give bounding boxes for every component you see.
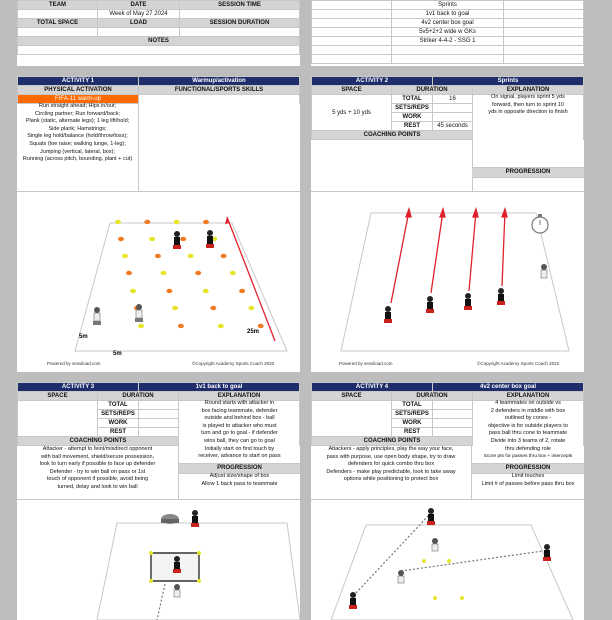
progression-header: PROGRESSION: [472, 463, 584, 474]
explanation-text: [472, 400, 584, 461]
progression-text: [179, 473, 300, 488]
activity-1-title: ACTIVITY 1: [18, 77, 139, 86]
rest-label: REST: [98, 428, 139, 437]
powered-by-text: Powered by sessiload.com: [47, 361, 101, 366]
work-value[interactable]: [433, 419, 473, 428]
total-label: TOTAL: [392, 401, 433, 410]
space-value[interactable]: [18, 401, 98, 437]
coaching-line: defenders for quick combo thru box: [347, 461, 435, 468]
list-item: Run straight ahead; Hips in/out;: [38, 103, 117, 109]
warmup-field-diagram: [17, 193, 300, 372]
coaching-line: Attackers - apply principles, play the way your face,: [328, 446, 454, 452]
cone-marker: [210, 306, 216, 310]
coaching-line: with ball movement, shield/secure possession,: [40, 453, 155, 460]
cone-set: [422, 559, 464, 600]
cone-marker: [239, 289, 245, 293]
duration-header: DURATION: [392, 392, 473, 401]
plan-item[interactable]: 4v2 center box goal: [392, 19, 504, 28]
cone-marker: [155, 254, 161, 258]
pass-line: [356, 515, 429, 593]
progression-header: PROGRESSION: [472, 167, 584, 178]
explanation-line: wins ball, they can go to goal: [204, 437, 275, 444]
activity-2-title: ACTIVITY 2: [312, 77, 433, 86]
session-time-value[interactable]: [180, 10, 300, 19]
space-header: SPACE: [312, 86, 392, 95]
cone-marker: [188, 254, 194, 258]
coaching-line: touch of opponent if possible, avoid being: [46, 476, 149, 483]
plan-item[interactable]: 5v5+2+2 wide w GKs: [392, 28, 504, 37]
player-figure: [427, 508, 435, 525]
total-value[interactable]: [139, 401, 179, 410]
coaching-points-header: COACHING POINTS: [312, 437, 473, 446]
activity-2-panel: [311, 76, 584, 372]
coaching-points-text: [17, 446, 178, 492]
sets-reps-value[interactable]: [139, 410, 179, 419]
date-value[interactable]: Week of May 27 2024: [98, 10, 180, 19]
notes-header: NOTES: [18, 37, 300, 46]
team-header: TEAM: [18, 1, 98, 10]
cone-marker: [180, 237, 186, 241]
notes-field[interactable]: [18, 46, 300, 55]
team-value[interactable]: [18, 10, 98, 19]
explanation-line: outside and behind box - ball: [204, 415, 275, 422]
sets-reps-label: SETS/REPS: [98, 410, 139, 419]
work-label: WORK: [392, 113, 433, 122]
player-figure: [93, 307, 101, 325]
cone-marker: [203, 220, 209, 224]
explanation-text: [472, 94, 584, 117]
label-5m: 5m: [113, 351, 122, 357]
cone-marker: [115, 220, 121, 224]
player-figure: [349, 592, 357, 609]
progression-text: [472, 473, 584, 488]
player-figure: [497, 288, 505, 305]
load-value[interactable]: [98, 28, 180, 37]
explanation-line: Round starts with attacker in: [204, 400, 275, 406]
explanation-header: EXPLANATION: [473, 392, 584, 401]
cone-marker: [221, 254, 227, 258]
plan-item[interactable]: Striker 4-4-2 - SSG 1: [392, 37, 504, 46]
space-value[interactable]: 5 yds + 10 yds: [312, 95, 392, 131]
progression-line: Adjust size/shape of box: [209, 473, 270, 479]
sprint-arrows: [391, 209, 507, 303]
activity-3-title: ACTIVITY 3: [18, 383, 139, 392]
fifa-warmup-highlight[interactable]: FIFA-11 warm-up: [18, 95, 139, 104]
coaching-line: Attacker - attempt to feint/misdirect opponent: [42, 446, 153, 452]
explanation-line: receiver, advance to start on pass: [198, 453, 281, 460]
explanation-line: thru defending role: [505, 445, 551, 452]
activity-4-panel: [311, 382, 584, 620]
list-item: Single leg hold/balance (hold/throw/toss);: [27, 133, 128, 140]
space-header: SPACE: [18, 392, 98, 401]
explanation-line: 4 teammates on outside vs: [495, 400, 561, 406]
cone-marker: [118, 237, 124, 241]
explanation-line: Initially start on first touch by: [204, 445, 275, 452]
player-figure: [464, 293, 472, 310]
player-figure: [384, 306, 392, 323]
explanation-line: pass ball thru cone to teammate: [488, 430, 568, 437]
physical-activation-header: PHYSICAL ACTIVATION: [18, 86, 139, 95]
rest-value[interactable]: [433, 428, 473, 437]
activity-3-panel: [17, 382, 300, 620]
label-5m: 5m: [79, 334, 88, 340]
copyright-text: ©Copyright Academy Sports Coach 2022: [477, 361, 560, 366]
list-item: Circling partner; Run forward/back;: [35, 110, 120, 117]
space-header: SPACE: [312, 392, 392, 401]
load-header: LOAD: [98, 19, 180, 28]
player-figure: [432, 538, 438, 551]
player-figure: [174, 584, 180, 597]
cone-marker: [138, 324, 144, 328]
explanation-header: EXPLANATION: [179, 392, 300, 401]
activity-1-name: Warmup/activation: [139, 77, 300, 86]
cone-marker: [203, 289, 209, 293]
cone-marker: [166, 289, 172, 293]
activity-1-panel: [17, 76, 300, 372]
activity-3-name: 1v1 back to goal: [139, 383, 300, 392]
cone-marker: [174, 220, 180, 224]
coaching-line: turned, delay and look to win ball: [57, 483, 138, 490]
total-label: TOTAL: [392, 95, 433, 104]
progression-header: PROGRESSION: [179, 463, 300, 474]
player-figure: [173, 556, 181, 573]
duration-header: DURATION: [98, 392, 179, 401]
explanation-line: turn and go to goal - if defender: [201, 430, 278, 437]
player-figure: [191, 510, 199, 527]
coaching-line: Defenders - make play predictable, look to take away: [326, 468, 456, 475]
cone-marker: [161, 271, 167, 275]
coaching-line: options while positioning to protect box: [343, 476, 439, 483]
coaching-line: Defender - try to win ball on pass or 1st: [49, 468, 146, 475]
rest-label: REST: [392, 122, 433, 131]
progression-line: Limit touches: [511, 473, 545, 479]
cone-marker: [248, 306, 254, 310]
coaching-points-text: [311, 446, 471, 484]
plan-item[interactable]: Sprints: [392, 1, 504, 10]
cone-marker: [218, 324, 224, 328]
rest-value[interactable]: 45 seconds: [433, 122, 473, 131]
player-figure: [206, 230, 214, 248]
cone-marker: [130, 289, 136, 293]
field-outline: [331, 525, 573, 620]
player-figure: [543, 544, 551, 561]
explanation-line: yds in opposite direction to finish: [488, 109, 568, 116]
rest-label: REST: [392, 428, 433, 437]
explanation-line: 2 defenders in middle with box: [490, 407, 566, 414]
mini-goal-icon: [161, 514, 179, 524]
total-space-value[interactable]: [18, 28, 98, 37]
distance-arrow: [227, 217, 275, 341]
explanation-header: EXPLANATION: [473, 86, 584, 95]
explanation-line: objective is for outside players to: [488, 422, 568, 429]
player-figure: [173, 231, 181, 249]
list-item: Plank (static, alternate legs); 1 leg lift/hold;: [25, 118, 130, 125]
explanation-line: forward, then turn to sprint 10: [492, 101, 564, 108]
1v1-field-diagram: [17, 501, 300, 620]
cone-marker: [195, 271, 201, 275]
stopwatch-icon: [532, 214, 548, 233]
score-note: Score pts for passes thru box + intercepts: [483, 454, 573, 460]
player-figure: [426, 296, 434, 313]
progression-line: Limit # of passes before pass thru box: [481, 480, 575, 487]
work-value[interactable]: [433, 113, 473, 122]
activity-4-title: ACTIVITY 4: [312, 383, 433, 392]
list-item: Running (across pitch, bounding, plant + cut): [22, 156, 133, 163]
session-time-header: SESSION TIME: [180, 1, 300, 10]
coaching-line: pass with purpose, use open body shape, try to draw: [326, 453, 456, 460]
copyright-text: ©Copyright Academy Sports Coach 2020: [192, 361, 275, 366]
functional-skills-header: FUNCTIONAL/SPORTS SKILLS: [139, 86, 300, 95]
duration-header: DURATION: [392, 86, 473, 95]
activity-4-name: 4v2 center box goal: [433, 383, 584, 392]
sets-reps-label: SETS/REPS: [392, 104, 433, 113]
rest-value[interactable]: [139, 428, 179, 437]
work-label: WORK: [392, 419, 433, 428]
explanation-line: box facing teammate, defender: [201, 407, 278, 414]
total-value[interactable]: [433, 401, 473, 410]
total-value[interactable]: 16: [433, 95, 473, 104]
player-figure: [398, 570, 404, 583]
explanation-line: is played to attacker who must: [202, 422, 277, 429]
pass-line: [157, 584, 165, 620]
progression-line: Allow 1 back pass to teammate: [201, 480, 278, 487]
4v2-field-diagram: [311, 501, 584, 620]
explanation-line: outlined by cones -: [504, 415, 552, 422]
explanation-line: Divide into 3 teams of 2, rotate: [490, 437, 566, 444]
cone-marker: [126, 271, 132, 275]
list-item: Squats (toe raise; walking lunge, 1-leg);: [29, 140, 126, 147]
explanation-text: [179, 400, 300, 461]
sets-reps-label: SETS/REPS: [392, 410, 433, 419]
activation-list: [17, 103, 138, 164]
cone-marker: [149, 237, 155, 241]
session-plan-panel: [311, 0, 584, 66]
cone-marker: [172, 306, 178, 310]
activity-2-name: Sprints: [433, 77, 584, 86]
plan-item[interactable]: 1v1 back to goal: [392, 10, 504, 19]
coaching-line: look to turn early if possible to face up defender: [39, 461, 156, 468]
total-space-header: TOTAL SPACE: [18, 19, 98, 28]
coaching-points-header: COACHING POINTS: [18, 437, 179, 446]
cone-marker: [178, 324, 184, 328]
powered-by-text: Powered by sessiload.com: [339, 361, 393, 366]
sets-reps-value[interactable]: [433, 410, 473, 419]
space-value[interactable]: [312, 401, 392, 437]
list-item: Jumping (vertical, lateral, box);: [40, 148, 115, 155]
sets-reps-value[interactable]: [433, 104, 473, 113]
work-value[interactable]: [139, 419, 179, 428]
work-label: WORK: [98, 419, 139, 428]
player-figure: [135, 304, 143, 322]
session-info-panel: [17, 0, 300, 66]
date-header: DATE: [98, 1, 180, 10]
label-25m: 25m: [247, 329, 260, 335]
explanation-line: On signal, players sprint 5 yds: [491, 94, 565, 100]
session-duration-header: SESSION DURATION: [180, 19, 300, 28]
session-duration-value[interactable]: [180, 28, 300, 37]
list-item: Side plank; Hamstrings;: [48, 125, 107, 132]
cone-marker: [230, 271, 236, 275]
cone-marker: [122, 254, 128, 258]
field-outline: [341, 213, 569, 351]
coach-figure: [541, 264, 547, 278]
sprints-field-diagram: [311, 193, 584, 372]
coaching-points-header: COACHING POINTS: [312, 131, 473, 140]
cone-marker: [144, 220, 150, 224]
total-label: TOTAL: [98, 401, 139, 410]
cone-marker: [258, 324, 264, 328]
